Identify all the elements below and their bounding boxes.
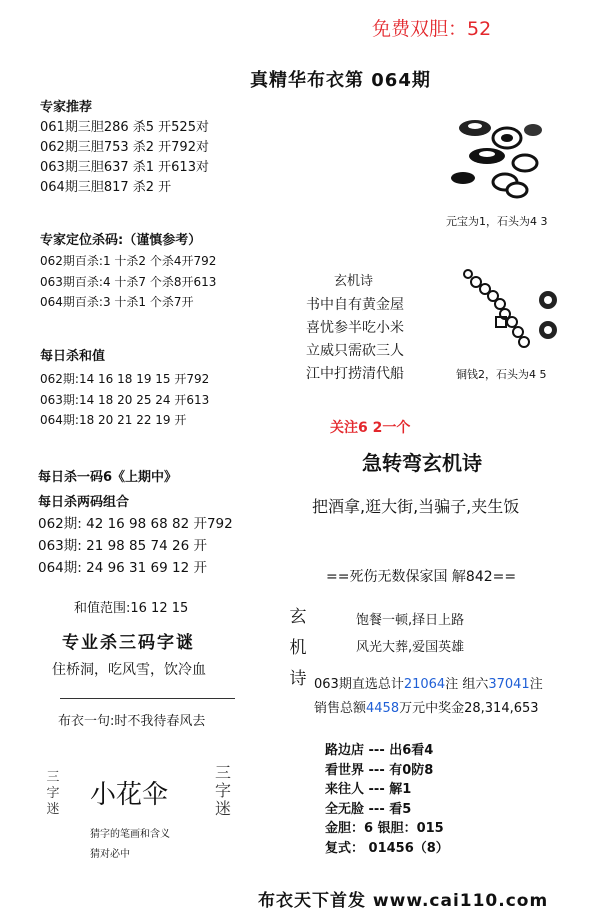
poem-line: 喜忧参半吃小米	[306, 320, 404, 336]
poem-line: 书中自有黄金屋	[306, 297, 404, 313]
list-item: 063期三胆637 杀1 开613对	[40, 160, 209, 175]
list-item: 063期百杀:4 十杀7 个杀8开613	[40, 274, 217, 289]
free-double-banner: 免费双胆：52	[372, 18, 492, 40]
daily-kill-combo-title: 每日杀两码组合	[38, 495, 130, 510]
position-kill-section	[40, 229, 216, 313]
list-item: 064期百杀:3 十杀1 个杀7开	[40, 295, 194, 309]
umbrella-title: 小花伞	[90, 780, 169, 810]
picture-caption-1: 元宝为1，石头为4 3	[446, 215, 548, 228]
daily-sum-section	[40, 345, 209, 431]
list-item: 062期百杀:1 十杀2 个杀4开792	[40, 254, 217, 268]
sum-range: 和值范围:16 12 15	[74, 601, 189, 616]
three-char-right: 三 字 迷	[214, 763, 231, 818]
expert-title: 专家推荐	[40, 100, 93, 115]
death-line: ==死伤无数保家国 解842==	[326, 569, 517, 585]
expert-section	[40, 96, 209, 198]
list-item: 061期三胆286 杀5 开525对	[40, 120, 209, 135]
xuan-line-2: 风光大葬,爱国英雄	[356, 640, 465, 655]
riddle-title: 专业杀三码字谜	[62, 633, 195, 653]
list-item: 064期: 24 96 31 69 12 开	[38, 560, 207, 576]
list-item: 路边店 --- 出6看4	[325, 743, 434, 758]
divider	[60, 698, 235, 699]
xuanji-poem	[306, 294, 404, 386]
xuan-vertical: 玄 机 诗	[289, 607, 307, 689]
list-item: 金胆：6 银胆：015	[325, 821, 444, 836]
list-item: 063期:14 18 20 25 24 开613	[40, 392, 210, 407]
umbrella-note-1: 猜字的笔画和含义	[90, 829, 170, 840]
list-item: 063期: 21 98 85 74 26 开	[38, 538, 207, 554]
list-item: 062期: 42 16 98 68 82 开792	[38, 516, 233, 532]
umbrella-note-2: 猜对必中	[90, 849, 130, 860]
footer-site: 布衣天下首发 www.cai110.com	[258, 891, 549, 911]
stats-line-2: 销售总额4458万元中奖金28,314,653	[314, 701, 539, 716]
list-item: 看世界 --- 有0防8	[325, 762, 434, 778]
picture-caption-2: 铜钱2，石头为4 5	[456, 368, 547, 381]
xuan-line-1: 饱餐一顿,择日上路	[356, 613, 465, 628]
page-title: 真精华布衣第 064期	[250, 70, 431, 91]
tips-list	[325, 741, 449, 858]
three-char-left: 三 字 迷	[46, 770, 60, 817]
xuanji-poem-title: 玄机诗	[334, 274, 374, 289]
one-line-text: 布衣一句:时不我待春风去	[58, 714, 206, 729]
daily-kill-title: 每日杀一码6《上期中》	[38, 470, 178, 485]
ingot-icon	[445, 108, 560, 208]
list-item: 全无脸 --- 看5	[325, 801, 412, 817]
stats-line-1: 063期直选总计21064注 组六37041注	[314, 677, 543, 692]
position-kill-title: 专家定位杀码:（谨慎参考）	[40, 233, 202, 248]
riddle-text: 住桥洞，吃风雪，饮冷血	[52, 662, 206, 678]
poem-line: 立威只需砍三人	[306, 343, 404, 359]
daily-kill-section	[38, 466, 233, 579]
list-item: 064期三胆817 杀2 开	[40, 180, 172, 195]
list-item: 064期:18 20 21 22 19 开	[40, 413, 187, 427]
coin-stone-picture	[460, 262, 570, 362]
list-item: 来往人 --- 解1	[325, 782, 412, 797]
list-item: 062期:14 16 18 19 15 开792	[40, 372, 210, 386]
daily-sum-title: 每日杀和值	[40, 349, 106, 364]
ingot-stone-picture	[445, 108, 560, 208]
follow-note: 关注6 2一个	[330, 420, 411, 436]
list-item: 复式： 01456（8）	[325, 840, 449, 856]
poem-line: 江中打捞清代船	[306, 366, 404, 382]
coin-icon	[460, 262, 570, 362]
list-item: 062期三胆753 杀2 开792对	[40, 140, 209, 155]
urgent-text: 把酒拿,逛大街,当骗子,夹生饭	[312, 497, 520, 516]
urgent-title: 急转弯玄机诗	[362, 451, 482, 475]
